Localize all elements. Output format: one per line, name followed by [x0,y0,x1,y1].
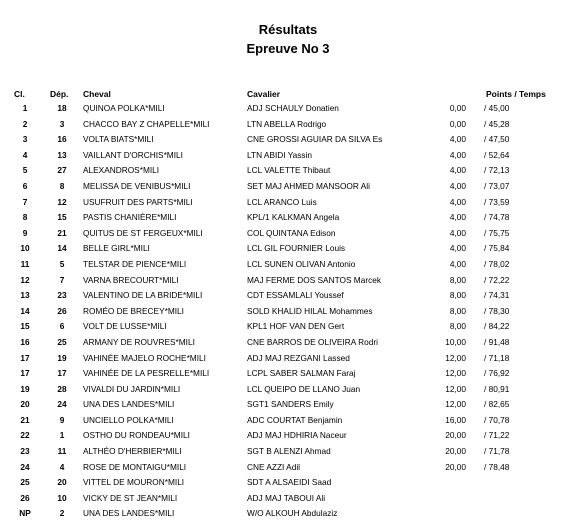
cell-classement: 25 [20,477,30,488]
cell-depart: 14 [57,243,67,254]
cell-points: 8,00 [449,305,466,316]
cell-points: 20,00 [445,461,466,472]
table-row [0,227,576,243]
cell-points: 8,00 [449,290,466,301]
cell-points: 12,00 [445,399,466,410]
cell-cavalier: LCL VALETTE Thibaut [247,165,331,176]
cell-depart: 10 [57,492,67,503]
cell-temps: / 78,02 [484,258,510,269]
cell-cavalier: KPL/1 KALKMAN Angela [247,212,340,223]
cell-temps: / 84,22 [484,321,510,332]
cell-cavalier: LCL ARANCO Luis [247,196,317,207]
cell-points: 4,00 [449,227,466,238]
cell-classement: 26 [20,492,30,503]
cell-cheval: MELISSA DE VENIBUS*MILI [83,180,191,191]
cell-points: 4,00 [449,258,466,269]
cell-points: 4,00 [449,134,466,145]
cell-depart: 27 [57,165,67,176]
cell-temps: / 91,48 [484,336,510,347]
cell-cavalier: ADJ MAJ TABOUI Ali [247,492,326,503]
cell-classement: 22 [20,430,30,441]
cell-temps: / 72,13 [484,165,510,176]
cell-cavalier: COL QUINTANA Edison [247,227,336,238]
cell-cheval: VAILLANT D'ORCHIS*MILI [83,149,183,160]
header-cl: Cl. [14,89,25,99]
cell-cavalier: ADJ SCHAULY Donatien [247,103,339,113]
cell-cheval: TELSTAR DE PIENCE*MILI [83,258,187,269]
table-row [0,445,576,461]
cell-classement: 24 [20,461,30,472]
cell-temps: / 73,07 [484,180,510,191]
cell-cheval: VAHINÉE DE LA PESRELLE*MILI [83,368,210,379]
cell-classement: 17 [20,368,30,379]
cell-cavalier: ADC COURTAT Benjamin [247,414,343,425]
cell-classement: 12 [20,274,30,285]
cell-cavalier: SGT1 SANDERS Emily [247,399,334,410]
cell-depart: 2 [59,508,65,519]
table-row [0,352,576,368]
cell-cavalier: MAJ FERME DOS SANTOS Marcek [247,274,381,285]
cell-depart: 21 [57,227,67,238]
cell-depart: 15 [57,212,67,223]
cell-temps: / 76,92 [484,368,510,379]
cell-cheval: PASTIS CHANIÈRE*MILI [83,212,177,223]
page-subtitle: Epreuve No 3 [246,41,330,56]
table-row [0,242,576,258]
header-cavalier: Cavalier [247,89,281,99]
table-row [0,461,576,477]
table-row [0,180,576,196]
cell-cavalier: SGT B ALENZI Ahmad [247,446,331,457]
table-row [0,258,576,274]
cell-cavalier: ADJ MAJ REZGANI Lassed [247,352,350,363]
cell-cheval: UNCIELLO POLKA*MILI [83,414,174,425]
cell-cavalier: CNE AZZI Adil [247,461,301,472]
cell-cheval: VICKY DE ST JEAN*MILI [83,492,178,503]
cell-points: 4,00 [449,243,466,254]
cell-points: 10,00 [445,336,466,347]
cell-cheval: QUINOA POLKA*MILI [83,103,165,113]
cell-depart: 9 [59,414,65,425]
cell-temps: / 74,31 [484,290,510,301]
cell-cheval: UNA DES LANDES*MILI [83,399,175,410]
cell-cheval: ALEXANDROS*MILI [83,165,160,176]
cell-classement: NP [19,508,31,519]
cell-temps: / 75,75 [484,227,510,238]
cell-points: 4,00 [449,165,466,176]
cell-temps: / 71,18 [484,352,510,363]
cell-cavalier: CNE GROSSI AGUIAR DA SILVA Es [247,134,383,145]
cell-points: 16,00 [445,414,466,425]
table-row [0,336,576,352]
cell-cavalier: W/O ALKOUH Abdulaziz [247,508,338,519]
cell-cheval: ALTHÉO D'HERBIER*MILI [83,446,182,457]
cell-cheval: QUITUS DE ST FERGEUX*MILI [83,227,203,238]
cell-points: 20,00 [445,430,466,441]
cell-depart: 3 [59,118,65,129]
cell-cheval: ROSE DE MONTAIGU*MILI [83,461,187,472]
cell-classement: 6 [22,180,28,191]
table-row [0,102,576,118]
cell-cavalier: CDT ESSAMLALI Youssef [247,290,344,301]
table-row [0,196,576,212]
cell-depart: 12 [57,196,67,207]
cell-temps: / 78,48 [484,461,510,472]
cell-temps: / 72,22 [484,274,510,285]
cell-cavalier: LCL SUNEN OLIVAN Antonio [247,258,356,269]
cell-classement: 10 [20,243,30,254]
cell-temps: / 71,78 [484,446,510,457]
cell-cheval: VOLT DE LUSSE*MILI [83,321,167,332]
cell-points: 12,00 [445,383,466,394]
cell-cavalier: KPL1 HOF VAN DEN Gert [247,321,345,332]
cell-depart: 20 [57,477,67,488]
table-row [0,476,576,492]
cell-depart: 8 [59,180,65,191]
cell-depart: 16 [57,134,67,145]
cell-points: 0,00 [449,103,466,113]
cell-temps: / 71,22 [484,430,510,441]
cell-classement: 5 [22,165,28,176]
table-row [0,289,576,305]
cell-depart: 23 [57,290,67,301]
cell-cavalier: SET MAJ AHMED MANSOOR Ali [247,180,370,191]
cell-classement: 20 [20,399,30,410]
cell-depart: 7 [59,274,65,285]
table-row [0,164,576,180]
cell-temps: / 74,78 [484,212,510,223]
cell-classement: 3 [22,134,28,145]
cell-temps: / 78,30 [484,305,510,316]
cell-classement: 16 [20,336,30,347]
cell-depart: 17 [57,368,67,379]
cell-cheval: VARNA BRECOURT*MILI [83,274,179,285]
table-row [0,149,576,165]
table-row [0,367,576,383]
cell-points: 4,00 [449,149,466,160]
cell-depart: 6 [59,321,65,332]
cell-cavalier: LCL QUEIPO DE LLANO Juan [247,383,361,394]
cell-points: 4,00 [449,212,466,223]
cell-cheval: UNA DES LANDES*MILI [83,508,175,519]
table-row [0,492,576,508]
table-row [0,507,576,523]
cell-classement: 13 [20,290,30,301]
cell-classement: 14 [20,305,30,316]
cell-cheval: VALENTINO DE LA BRIDE*MILI [83,290,203,301]
table-row [0,320,576,336]
cell-cavalier: LTN ABIDI Yassin [247,149,313,160]
cell-points: 8,00 [449,274,466,285]
cell-cheval: ROMÉO DE BRECEY*MILI [83,305,184,316]
cell-temps: / 75,84 [484,243,510,254]
cell-depart: 25 [57,336,67,347]
cell-cavalier: SDT A ALSAEIDI Saad [247,477,332,488]
cell-cavalier: ADJ MAJ HDHIRIA Naceur [247,430,347,441]
cell-depart: 11 [57,446,67,457]
cell-cheval: OSTHO DU RONDEAU*MILI [83,430,190,441]
cell-depart: 5 [59,258,65,269]
cell-cheval: CHACCO BAY Z CHAPELLE*MILI [83,118,210,129]
cell-depart: 13 [57,149,67,160]
cell-cavalier: LTN ABELLA Rodrigo [247,118,327,129]
cell-depart: 26 [57,305,67,316]
cell-points: 8,00 [449,321,466,332]
cell-temps: / 45,28 [484,118,510,129]
table-row [0,274,576,290]
cell-depart: 19 [57,352,67,363]
cell-temps: / 45,00 [484,103,510,113]
cell-classement: 15 [20,321,30,332]
cell-classement: 4 [22,149,28,160]
cell-classement: 23 [20,446,30,457]
table-row [0,118,576,134]
cell-temps: / 47,50 [484,134,510,145]
cell-temps: / 52,64 [484,149,510,160]
table-row [0,133,576,149]
table-row [0,429,576,445]
cell-classement: 2 [22,118,28,129]
header-points-temps: Points / Temps [486,89,546,99]
cell-classement: 8 [22,212,28,223]
cell-cavalier: LCPL SABER SALMAN Faraj [247,368,356,379]
cell-classement: 17 [20,352,30,363]
cell-cavalier: SOLD KHALID HILAL Mohammes [247,305,373,316]
results-table [0,102,576,523]
cell-classement: 9 [22,227,28,238]
cell-temps: / 80,91 [484,383,510,394]
cell-points: 20,00 [445,446,466,457]
cell-depart: 1 [59,430,65,441]
table-row [0,414,576,430]
cell-classement: 11 [20,258,30,269]
cell-classement: 19 [20,383,30,394]
cell-depart: 24 [57,399,67,410]
cell-temps: / 70,78 [484,414,510,425]
cell-cavalier: CNE BARROS DE OLIVEIRA Rodri [247,336,378,347]
cell-cheval: BELLE GIRL*MILI [83,243,150,254]
table-row [0,211,576,227]
cell-points: 12,00 [445,352,466,363]
cell-points: 12,00 [445,368,466,379]
table-row [0,383,576,399]
cell-depart: 18 [57,103,67,113]
cell-cheval: VITTEL DE MOURON*MILI [83,477,185,488]
cell-classement: 1 [22,103,28,113]
cell-cheval: VOLTA BIATS*MILI [83,134,154,145]
table-row [0,398,576,414]
cell-cavalier: LCL GIL FOURNIER Louis [247,243,346,254]
cell-cheval: ARMANY DE ROUVRES*MILI [83,336,195,347]
cell-temps: / 73,59 [484,196,510,207]
cell-cheval: VIVALDI DU JARDIN*MILI [83,383,181,394]
cell-cheval: USUFRUIT DES PARTS*MILI [83,196,193,207]
cell-classement: 7 [22,196,28,207]
cell-depart: 28 [57,383,67,394]
page-title: Résultats [258,22,318,37]
table-row [0,305,576,321]
cell-cheval: VAHINÉE MAJELO ROCHE*MILI [83,352,206,363]
cell-points: 0,00 [449,118,466,129]
cell-points: 4,00 [449,180,466,191]
header-dep: Dép. [50,89,69,99]
cell-classement: 21 [20,414,30,425]
cell-points: 4,00 [449,196,466,207]
cell-temps: / 82,65 [484,399,510,410]
cell-depart: 4 [59,461,65,472]
header-cheval: Cheval [83,89,111,99]
